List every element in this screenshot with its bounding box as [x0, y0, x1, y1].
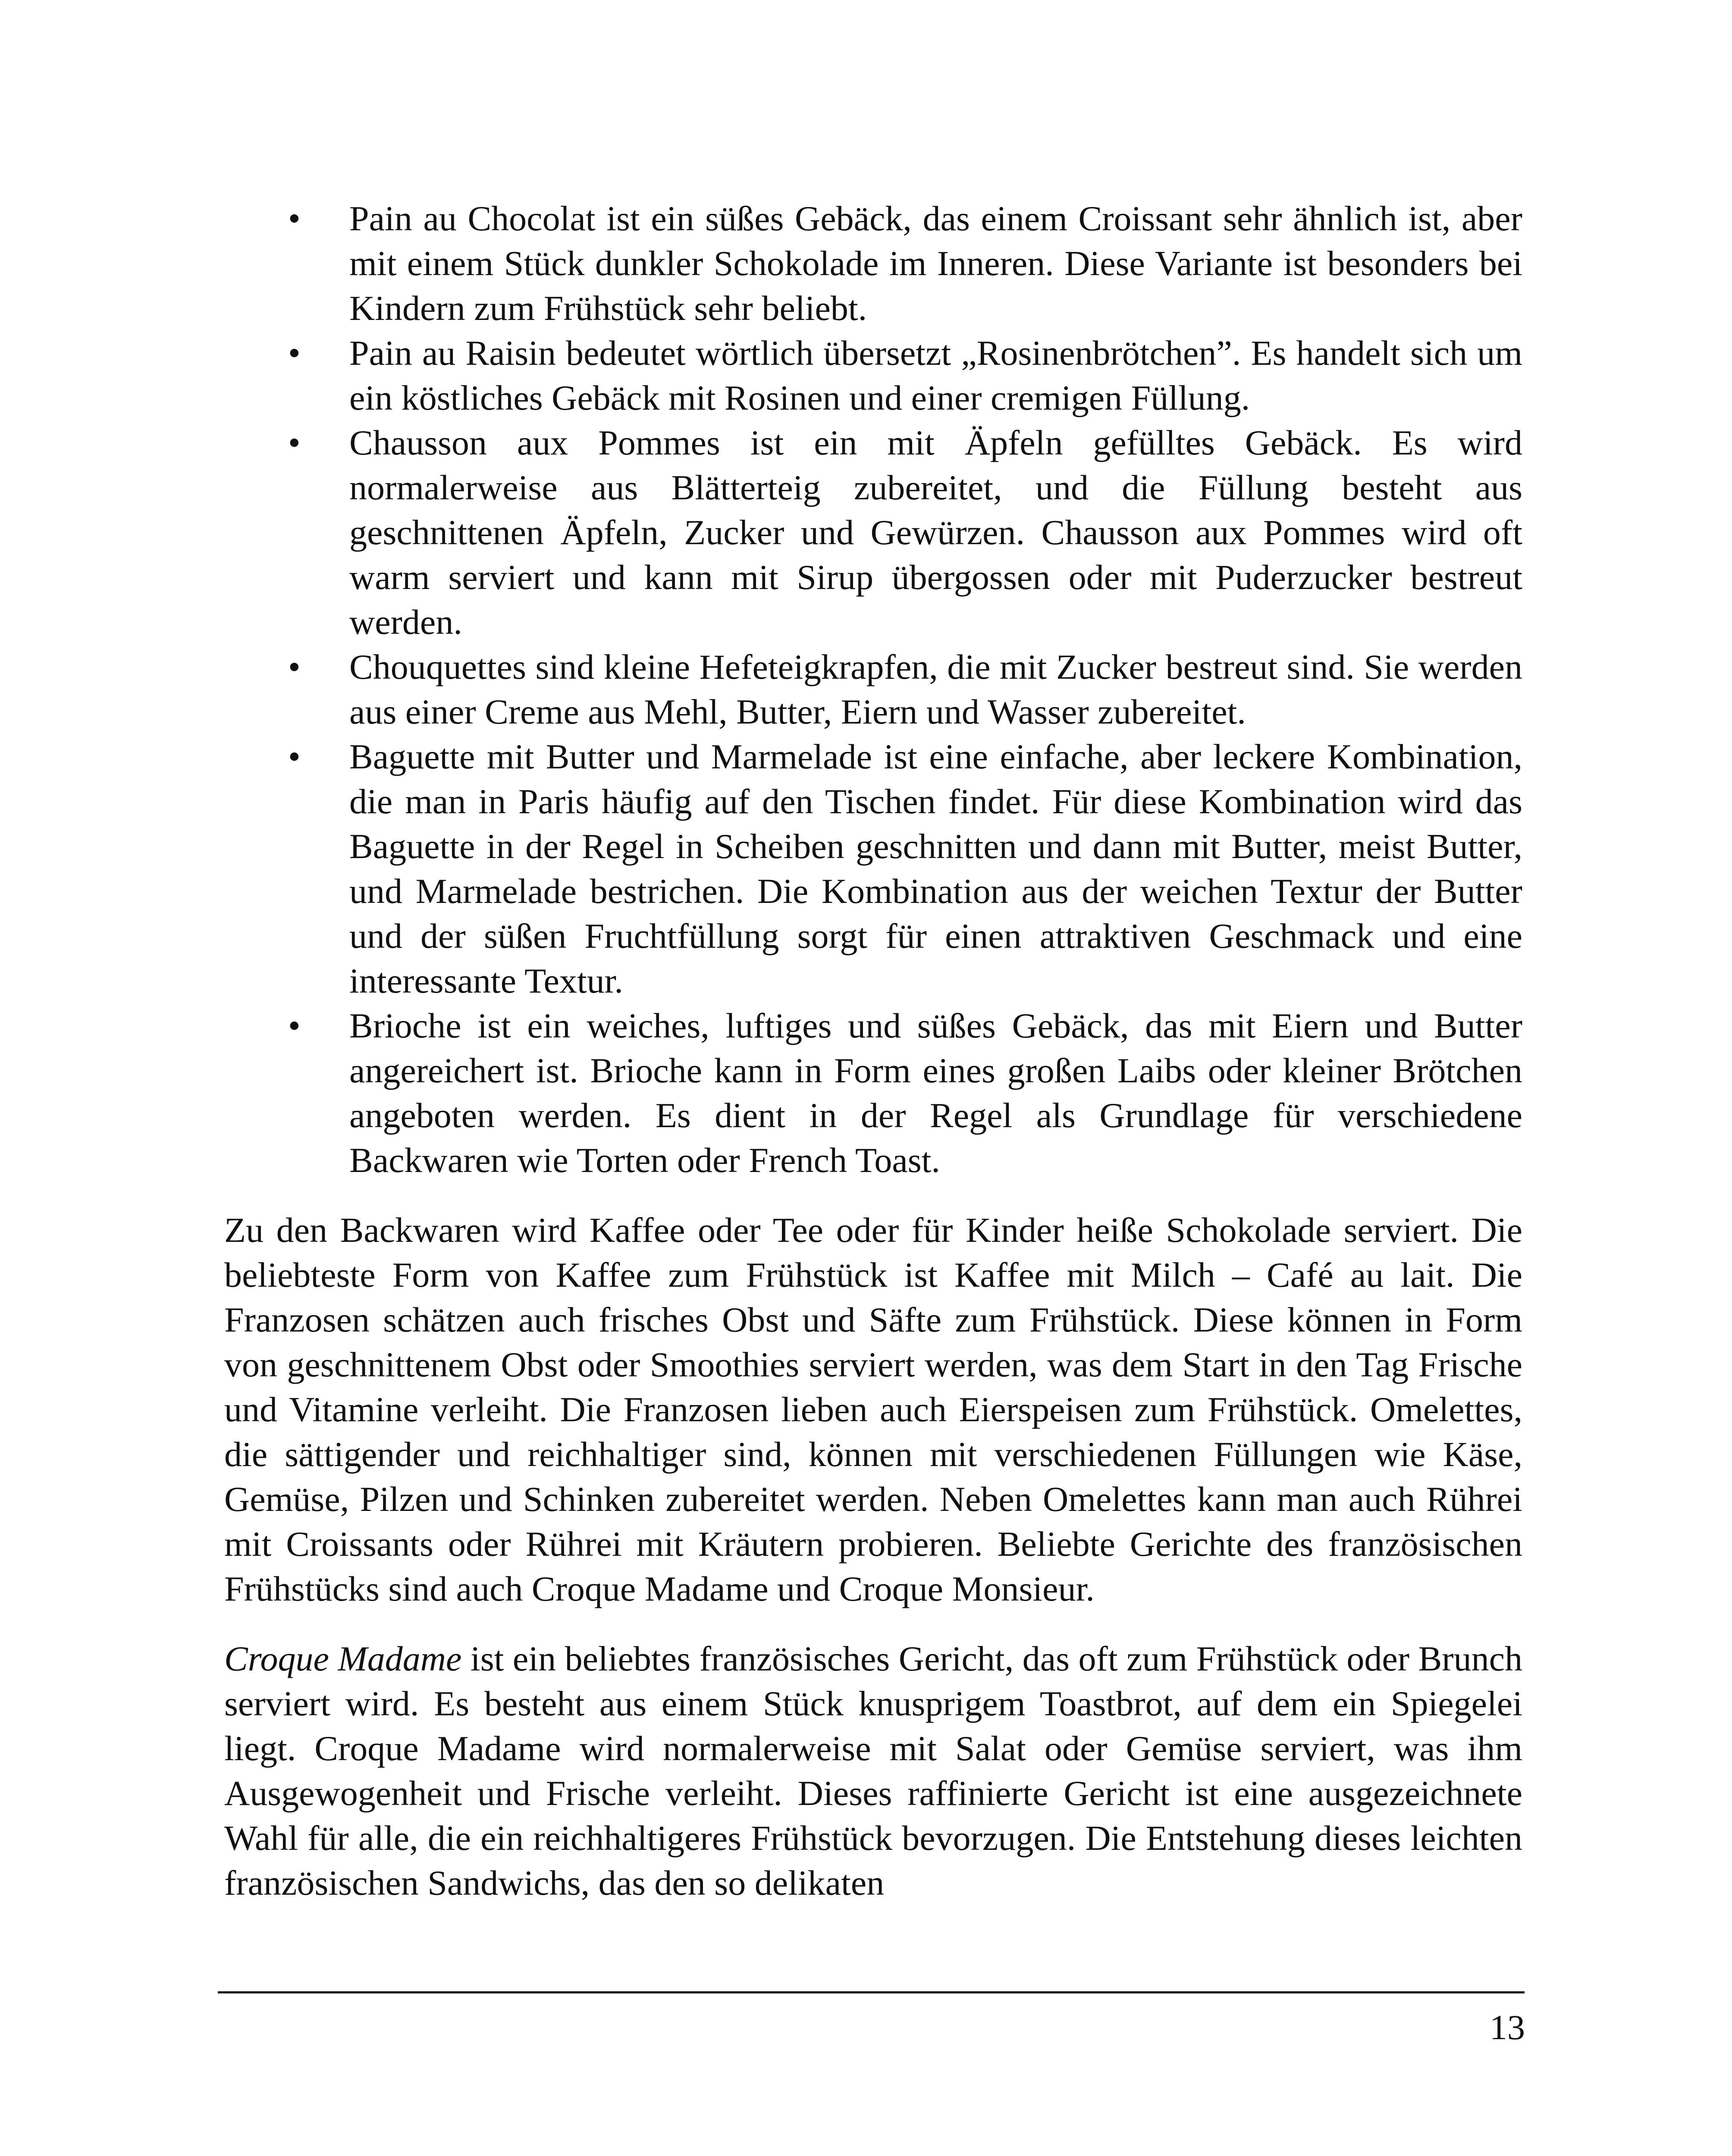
list-item: [224, 331, 1522, 420]
list-item: [224, 645, 1522, 734]
list-item-text: Chausson aux Pommes ist ein mit Äpfeln gefülltes Gebäck. Es wird normalerweise aus Blätterteig zubereitet, und die Füllung besteht aus geschnittenen Äpfeln, Zucker und Gewürzen. Chausson aux Pommes wird oft warm serviert und kann mit Sirup übergossen oder mit Puderzucker bestreut werden.: [349, 423, 1522, 642]
list-item-text: Baguette mit Butter und Marmelade ist eine einfache, aber leckere Kombination, die man in Paris häufig auf den Tischen findet. Für diese Kombination wird das Baguette in der Regel in Scheiben geschnitten und dann mit Butter, meist Butter, und Marmelade bestrichen. Die Kombination aus der weichen Textur der Butter und der süßen Fruchtfüllung sorgt für einen attraktiven Geschmack und eine interessante Textur.: [349, 737, 1522, 1000]
page-content: [224, 196, 1522, 1905]
bullet-icon: •: [288, 1006, 301, 1045]
list-item-text: Pain au Raisin bedeutet wörtlich übersetzt „Rosinenbrötchen”. Es handelt sich um ein köstliches Gebäck mit Rosinen und einer cremigen Füllung.: [349, 333, 1522, 417]
list-item: [224, 196, 1522, 331]
list-item: [224, 420, 1522, 645]
list-item-text: Pain au Chocolat ist ein süßes Gebäck, das einem Croissant sehr ähnlich ist, aber mit einem Stück dunkler Schokolade im Inneren. Diese Variante ist besonders bei Kindern zum Frühstück sehr beliebt.: [349, 199, 1522, 328]
bullet-icon: •: [288, 423, 301, 462]
italic-term: Croque Madame: [224, 1639, 462, 1678]
bullet-icon: •: [288, 199, 301, 238]
bullet-icon: •: [288, 737, 301, 776]
list-item-text: Chouquettes sind kleine Hefeteigkrapfen, die mit Zucker bestreut sind. Sie werden aus einer Creme aus Mehl, Butter, Eiern und Wasser zubereitet.: [349, 647, 1522, 731]
page-number: 13: [1490, 2008, 1525, 2047]
paragraph-beverages: Zu den Backwaren wird Kaffee oder Tee oder für Kinder heiße Schokolade serviert. Die beliebteste Form von Kaffee zum Frühstück ist Kaffee mit Milch – Café au lait. Die Franzosen schätzen auch frisches Obst und Säfte zum Frühstück. Diese können in Form von geschnittenem Obst oder Smoothies serviert werden, was dem Start in den Tag Frische und Vitamine verleiht. Die Franzosen lieben auch Eierspeisen zum Frühstück. Omelettes, die sättigender und reichhaltiger sind, können mit verschiedenen Füllungen wie Käse, Gemüse, Pilzen und Schinken zubereitet werden. Neben Omelettes kann man auch Rührei mit Croissants oder Rührei mit Kräutern probieren. Beliebte Gerichte des französischen Frühstücks sind auch Croque Madame und Croque Monsieur.: [224, 1210, 1522, 1608]
bullet-icon: •: [288, 333, 301, 373]
footer-divider: [218, 1991, 1525, 1993]
list-item: [224, 734, 1522, 1003]
bullet-list: [224, 196, 1522, 1183]
bullet-icon: •: [288, 647, 301, 686]
list-item-text: Brioche ist ein weiches, luftiges und süßes Gebäck, das mit Eiern und Butter angereichert ist. Brioche kann in Form eines großen Laibs oder kleiner Brötchen angeboten werden. Es dient in der Regel als Grundlage für verschiedene Backwaren wie Torten oder French Toast.: [349, 1006, 1522, 1180]
paragraph-croque-madame: [224, 1636, 1522, 1905]
paragraph-text: ist ein beliebtes französisches Gericht, das oft zum Frühstück oder Brunch serviert wird. Es besteht aus einem Stück knusprigem Toastbrot, auf dem ein Spiegelei liegt. Croque Madame wird normalerweise mit Salat oder Gemüse serviert, was ihm Ausgewogenheit und Frische verleiht. Dieses raffinierte Gericht ist eine ausgezeichnete Wahl für alle, die ein reichhaltigeres Frühstück bevorzugen. Die Entstehung dieses leichten französischen Sandwichs, das den so delikaten: [224, 1639, 1522, 1902]
list-item: [224, 1003, 1522, 1183]
